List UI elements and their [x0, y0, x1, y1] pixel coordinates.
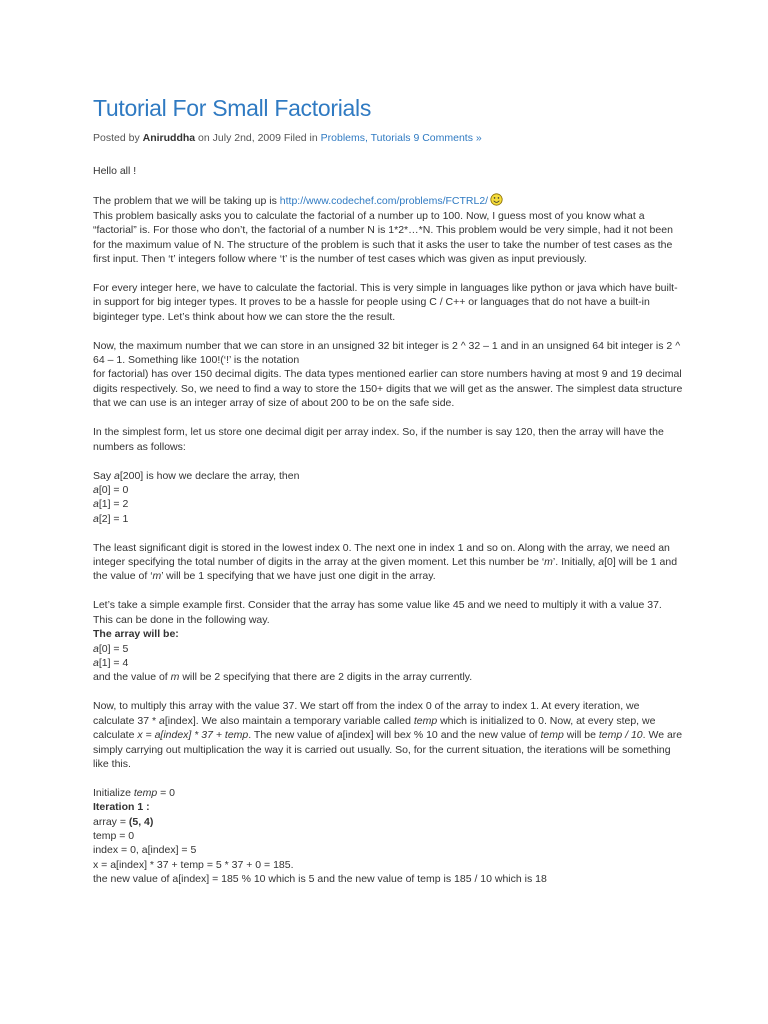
smiley-icon: [490, 193, 503, 206]
paragraph-storage: In the simplest form, let us store one decimal digit per array index. So, if the number is say 120, then the array will have the numbers as follows:: [93, 426, 664, 453]
array-var: a: [93, 498, 99, 511]
var-m: m: [152, 570, 162, 583]
example-line-0: [0] = 5: [98, 642, 129, 655]
digit-count-text: The least significant digit is stored in the lowest index 0. The next one in index 1 and so on. Along with the array, we need an integer specifying the total number of digits in the array at the given moment. Let this number be ‘: [93, 541, 670, 569]
example-heading: The array will be:: [93, 628, 179, 641]
example-end-text: will be 2 specifying that there are 2 digits in the array currently.: [179, 671, 473, 684]
paragraph-iteration: [93, 786, 683, 887]
multiply-text: will be: [563, 729, 599, 742]
example-text: Let’s take a simple example first. Consider that the array has some value like 45 and we need to multiply it with a value 37. This can be done in the following way.: [93, 599, 662, 626]
paragraph-limits: [93, 339, 683, 411]
limits-text-b: for factorial) has over 150 decimal digits. The data types mentioned earlier can store numbers having at most 9 and 19 decimal digits respectively. So, we need to find a way to store the 150+ digits that we will get as the answer. The simplest data structure that we can use is an integer array of size of about 200 to be on the safe side.: [93, 368, 683, 410]
var-a: a: [598, 556, 605, 569]
iteration-line: index = 0, a[index] = 5: [93, 844, 197, 857]
array-var: a: [93, 512, 99, 525]
iteration-line: the new value of a[index] = 185 % 10 which is 5 and the new value of temp is 185 / 10 which is 18: [93, 873, 547, 886]
var-temp: temp: [540, 729, 564, 742]
paragraph-multiply: [93, 699, 683, 771]
article: [93, 92, 683, 887]
category-problems-link[interactable]: Problems: [320, 132, 365, 144]
example-end-text: and the value of: [93, 671, 171, 684]
array-var: a: [93, 483, 99, 496]
post-title: Tutorial For Small Factorials: [93, 95, 372, 121]
var-m: m: [544, 556, 553, 569]
formula: x = a[index] * 37 + temp: [137, 729, 249, 742]
multiply-text: % 10 and the new value of: [410, 729, 541, 742]
var-a: a: [336, 729, 343, 742]
array-line-1: [1] = 2: [98, 498, 129, 511]
paragraph-declare: [93, 469, 683, 527]
var-temp: temp: [133, 786, 158, 799]
paragraph-bigint: For every integer here, we have to calculate the factorial. This is very simple in languages like python or java which have built-in support for big integer types. It proves to be a hassle for people using C / C++ or languages that do not have a built-in biginteger type. Let’s think about how we can store the the result.: [93, 281, 678, 323]
init-text: = 0: [157, 786, 176, 799]
var-a: a: [158, 714, 165, 727]
digit-count-text: ’. Initially,: [552, 556, 599, 569]
var-x: x: [405, 729, 411, 742]
multiply-text: . We are simply carrying out multiplication the way it is carried out usually. So, for the current situation, the iterations will be something like this.: [93, 729, 683, 770]
iteration-line: temp = 0: [93, 830, 135, 843]
array-var: a: [93, 642, 99, 655]
array-var: a: [93, 656, 99, 669]
intro-text: The problem that we will be taking up is: [93, 195, 280, 208]
paragraph-digit-count: [93, 541, 683, 584]
init-text: Initialize: [93, 786, 134, 799]
array-line-0: [0] = 0: [98, 483, 129, 496]
example-line-1: [1] = 4: [98, 656, 129, 669]
formula: temp / 10: [598, 729, 643, 742]
post-date: on July 2nd, 2009 Filed in: [198, 132, 318, 144]
comments-link[interactable]: 9 Comments »: [413, 132, 482, 144]
var-temp: temp: [413, 714, 438, 727]
declare-rest: [200] is how we declare the array, then: [119, 469, 300, 482]
iteration-line: x = a[index] * 37 + temp = 5 * 37 + 0 = 185.: [93, 858, 294, 871]
array-label: array =: [93, 815, 129, 828]
intro-body: This problem basically asks you to calculate the factorial of a number up to 100. Now, I guess most of you know what a “factorial” is. For those who don’t, the factorial of a number N is 1*2*…*N. This problem would be very simple, had it not been for the maximum value of N. The structure of the problem is such that it asks the user to take the number of test cases as the first input. Then ‘t’ integers follow where ‘t’ is the number of test cases which was given as input previously.: [93, 209, 673, 266]
declare-var: a: [114, 469, 120, 482]
post-meta: [93, 131, 683, 145]
multiply-text: which is initialized to 0. Now, at every step, we calculate: [93, 714, 656, 742]
posted-by-label: Posted by: [93, 132, 140, 144]
paragraph-example: [93, 598, 683, 684]
multiply-text: Now, to multiply this array with the value 37. We start off from the index 0 of the array to index 1. At every iteration, we calculate 37 *: [93, 700, 640, 727]
array-line-2: [2] = 1: [98, 512, 129, 525]
multiply-text: . The new value of: [248, 729, 337, 742]
category-tutorials-link[interactable]: Tutorials: [370, 132, 411, 144]
digit-count-text: ’ will be 1 specifying that we have just one digit in the array.: [161, 570, 436, 583]
problem-link[interactable]: http://www.codechef.com/problems/FCTRL2/: [279, 195, 489, 208]
multiply-text: [index] will be: [342, 729, 406, 742]
limits-text-a: Now, the maximum number that we can store in an unsigned 32 bit integer is 2 ^ 32 – 1 and in an unsigned 64 bit integer is 2 ^ 64 – 1. Something like 100!(‘!’ is the notation: [93, 339, 681, 367]
category-separator: ,: [365, 132, 368, 144]
greeting: Hello all !: [93, 165, 137, 177]
paragraph-intro: [93, 193, 683, 266]
var-m: m: [170, 671, 180, 684]
array-value: (5, 4): [128, 815, 154, 828]
author-name: Aniruddha: [142, 132, 196, 144]
multiply-text: [index]. We also maintain a temporary variable called: [164, 714, 414, 727]
declare-say: Say: [93, 469, 115, 482]
iteration-heading: Iteration 1 :: [93, 801, 150, 814]
digit-count-text: [0] will be 1 and the value of ‘: [93, 556, 678, 583]
